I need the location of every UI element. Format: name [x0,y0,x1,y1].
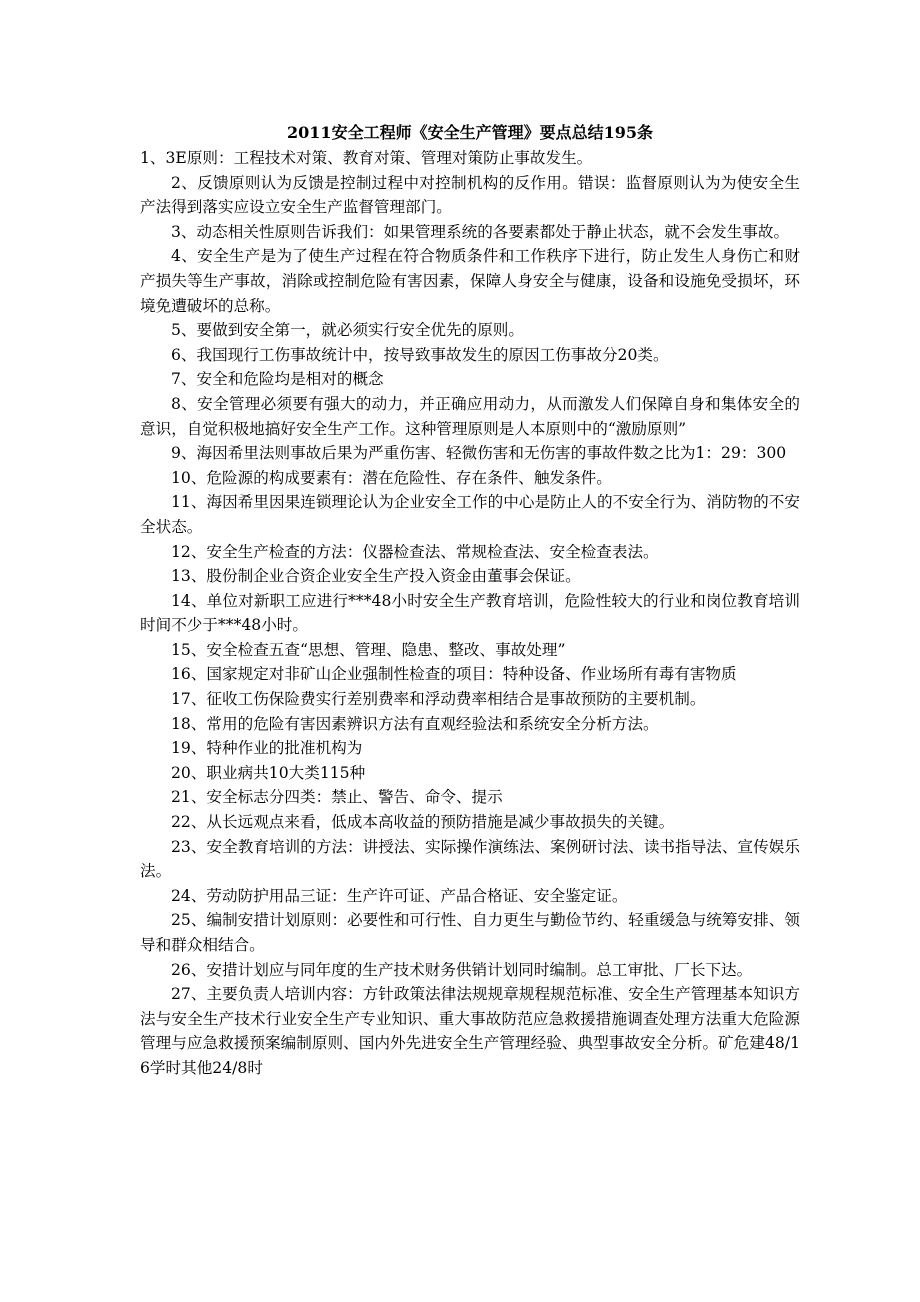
list-item: 17、征收工伤保险费实行差别费率和浮动费率相结合是事故预防的主要机制。 [171,690,706,709]
list-item: 8、安全管理必须要有强大的动力，并正确应用动力，从而激发人们保障自身和集体安全的意识，自觉积极地搞好安全生产工作。这种管理原则是人本原则中的“激励原则” [140,394,800,438]
list-item: 5、要做到安全第一，就必须实行安全优先的原则。 [171,321,524,340]
document-title: 2011安全工程师《安全生产管理》要点总结195条 [287,123,653,142]
list-item: 15、安全检查五查“思想、管理、隐患、整改、事故处理” [171,640,566,659]
list-item: 19、特种作业的批准机构为 [171,739,363,758]
list-item: 2、反馈原则认为反馈是控制过程中对控制机构的反作用。错误：监督原则认为为使安全生产法得到落实应设立安全生产监督管理部门。 [140,173,800,217]
list-item: 9、海因希里法则事故后果为严重伤害、轻微伤害和无伤害的事故件数之比为1：29：300 [171,444,787,463]
list-item: 12、安全生产检查的方法：仪器检查法、常规检查法、安全检查表法。 [171,542,659,561]
list-item: 7、安全和危险均是相对的概念 [171,370,384,389]
list-item: 26、安措计划应与同年度的生产技术财务供销计划同时编制。总工审批、厂长下达。 [171,960,753,979]
list-item: 13、股份制企业合资企业安全生产投入资金由董事会保证。 [171,567,581,586]
list-item: 3、动态相关性原则告诉我们：如果管理系统的各要素都处于静止状态，就不会发生事故。 [171,222,790,241]
document-body [140,120,800,1081]
list-item: 27、主要负责人培训内容：方针政策法律法规规章规程规范标准、安全生产管理基本知识方法与安全生产技术行业安全生产专业知识、重大事故防范应急救援措施调查处理方法重大危险源管理与应急救援预案编制原则、国内外先进安全生产管理经验、典型事故安全分析。矿危建48/16学时其他24/8时 [140,985,800,1077]
list-item: 14、单位对新职工应进行***48小时安全生产教育培训，危险性较大的行业和岗位教育培训时间不少于***48小时。 [140,591,800,635]
item-list [140,146,800,1081]
list-item: 24、劳动防护用品三证：生产许可证、产品合格证、安全鉴定证。 [171,886,628,905]
list-item: 11、海因希里因果连锁理论认为企业安全工作的中心是防止人的不安全行为、消防物的不安全状态。 [140,493,800,536]
list-item: 1、3E原则：工程技术对策、教育对策、管理对策防止事故发生。 [140,149,593,167]
list-item: 25、编制安措计划原则：必要性和可行性、自力更生与勤俭节约、轻重缓急与统筹安排、领导和群众相结合。 [140,911,800,954]
list-item: 10、危险源的构成要素有：潜在危险性、存在条件、触发条件。 [171,468,612,487]
list-item: 16、国家规定对非矿山企业强制性检查的项目：特种设备、作业场所有毒有害物质 [171,665,737,684]
list-item: 4、安全生产是为了使生产过程在符合物质条件和工作秩序下进行，防止发生人身伤亡和财产损失等生产事故，消除或控制危险有害因素，保障人身安全与健康，设备和设施免受损坏，环境免遭破坏的总称。 [140,247,800,315]
list-item: 23、安全教育培训的方法：讲授法、实际操作演练法、案例研讨法、读书指导法、宣传娱乐法。 [140,837,800,881]
list-item: 20、职业病共10大类115种 [171,763,366,782]
list-item: 21、安全标志分四类：禁止、警告、命令、提示 [171,788,503,807]
list-item: 22、从长远观点来看，低成本高收益的预防措施是减少事故损失的关键。 [171,813,675,832]
list-item: 6、我国现行工伤事故统计中，按导致事故发生的原因工伤事故分20类。 [171,345,669,364]
list-item: 18、常用的危险有害因素辨识方法有直观经验法和系统安全分析方法。 [171,714,659,733]
